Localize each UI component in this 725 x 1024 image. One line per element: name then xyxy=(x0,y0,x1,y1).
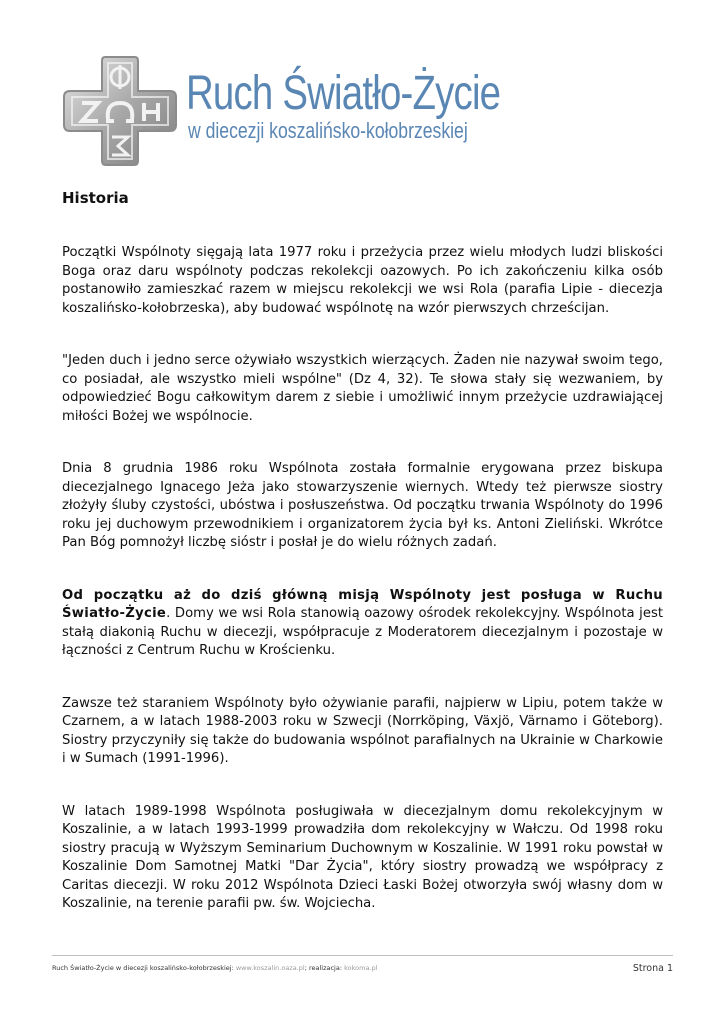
history-paragraph-1: Początki Wspólnoty sięgają lata 1977 roku i przeżycia przez wielu młodych ludzi bliskości Boga oraz daru wspólnoty podczas rekolekcji oazowych. Po ich zakończeniu kilka osób postanowiło zamieszkać razem w miejscu rekolekcji we wsi Rola (parafia Lipie - diecezja koszalińsko-kołobrzeska), aby budować wspólnotę na wzór pierwszych chrześcijan. xyxy=(62,245,663,316)
brand-subtitle: w diecezji koszalińsko-kołobrzeskiej xyxy=(188,118,468,143)
footer-site-link[interactable]: www.koszalin.oaza.pl xyxy=(235,964,305,972)
brand-title: Ruch Światło-Życie xyxy=(186,67,501,120)
footer-credits xyxy=(52,964,377,972)
page-number: Strona 1 xyxy=(632,963,673,974)
footer-realization-link[interactable]: kokoma.pl xyxy=(344,964,378,972)
main-content xyxy=(62,186,663,948)
footer-divider xyxy=(52,955,673,956)
page-header xyxy=(60,50,660,170)
mission-paragraph xyxy=(62,587,663,661)
page-title: Historia xyxy=(62,189,129,207)
history-paragraph-5: Zawsze też staraniem Wspólnoty było ożywianie parafii, najpierw w Lipiu, potem także w Czarnem, a w latach 1988-2003 roku w Szwecji (Norrköping, Växjö, Värnamo i Göteborg). Siostry przyczyniły się także do budowania wspólnot parafialnych na Ukrainie w Charkowie i w Sumach (1991-1996). xyxy=(62,695,663,766)
footer-realization-label: ; realizacja: xyxy=(304,964,345,972)
mission-text: . Domy we wsi Rola stanowią oazowy ośrodek rekolekcyjny. Wspólnota jest stałą diakonią Ruchu w diecezji, współpracuje z Moderatorem diecezjalnym i pozostaje w łączności z Centrum Ruchu w Krościenku. xyxy=(62,606,663,658)
history-paragraph-2: "Jeden duch i jedno serce ożywiało wszystkich wierzących. Żaden nie nazywał swoim tego, co posiadał, ale wszystko mieli wspólne" (Dz 4, 32). Te słowa stały się wezwaniem, by odpowiedzieć Bogu całkowitym darem z siebie i umożliwić innym przeżycie uzdrawiającej miłości Bożej we wspólnocie. xyxy=(62,353,663,424)
mission-emphasis: Od początku aż do dziś główną misją Wspólnoty jest posługa w Ruchu Światło-Życie xyxy=(62,587,663,621)
history-paragraph-6: W latach 1989-1998 Wspólnota posługiwała w diecezjalnym domu rekolekcyjnym w Koszalinie, a w latach 1993-1999 prowadziła dom rekolekcyjny w Wałczu. Od 1998 roku siostry pracują w Wyższym Seminarium Duchownym w Koszalinie. W 1991 roku powstał w Koszalinie Dom Samotnej Matki "Dar Życia", który siostry prowadzą we współpracy z Caritas diecezji. W roku 2012 Wspólnota Dzieci Łaski Bożej otworzyła swój własny dom w Koszalinie, na terenie parafii pw. św. Wojciecha. xyxy=(62,803,663,911)
footer-site-name: Ruch Światło-Życie w diecezji koszalińsko-kołobrzeskiej: xyxy=(52,964,236,972)
page-footer xyxy=(52,955,673,974)
fos-zoe-cross-logo-icon xyxy=(60,55,180,167)
history-paragraph-3: Dnia 8 grudnia 1986 roku Wspólnota została formalnie erygowana przez biskupa diecezjalnego Ignacego Jeża jako stowarzyszenie wiernych. Wtedy też pierwsze siostry złożyły śluby czystości, ubóstwa i posłuszeństwa. Od początku trwania Wspólnoty do 1996 roku jej duchowym przewodnikiem i organizatorem życia był ks. Antoni Zieliński. Wkrótce Pan Bóg pomnożył liczbę sióstr i posłał je do wielu różnych zadań. xyxy=(62,461,663,550)
